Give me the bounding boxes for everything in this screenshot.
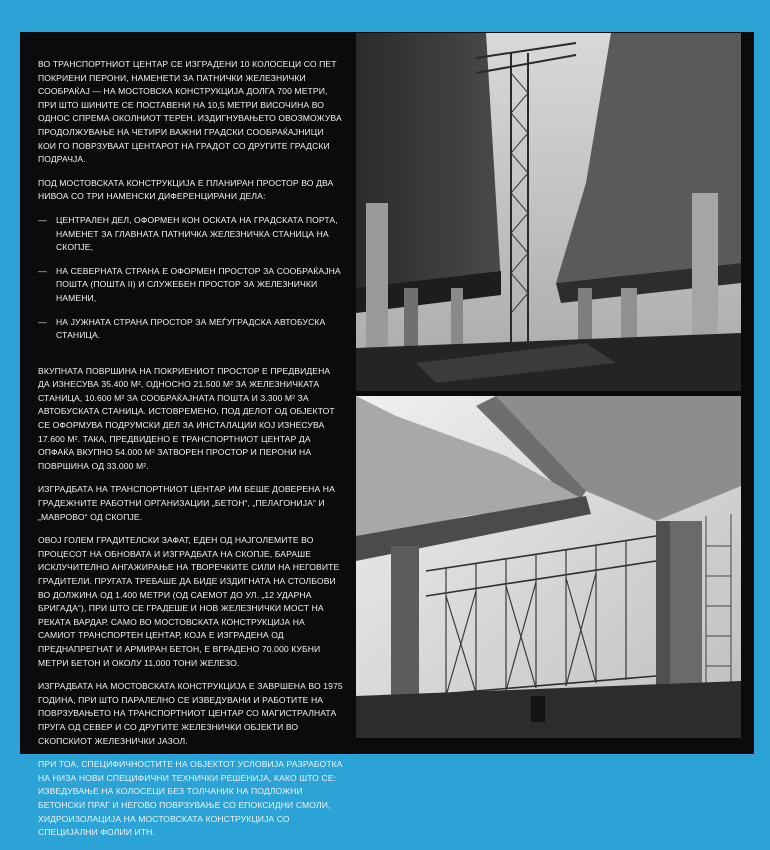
crane-viaduct-image <box>356 33 741 391</box>
paragraph-undertaking: ОВОЈ ГОЛЕМ ГРАДИТЕЛСКИ ЗАФАТ, ЕДЕН ОД НАЈГОЛЕМИТЕ ВО ПРОЦЕСОТ НА ОБНОВАТА И ИЗГРАДБАТА НА СКОПЈЕ, БАРАШЕ ИСКЛУЧИТЕЛНО АНГАЖИРАЊЕ НА ТВОРЕЧКИТЕ СИЛИ НА НЕГОВИТЕ ГРАДИТЕЛИ. ПРУГАТА ТРЕБАШЕ ДА БИДЕ ИЗДИГНАТА НА СТОЛБОВИ ВО ДОЛЖИНА ОД 1.400 МЕТРИ (ОД САЕМОТ ДО УЛ. „12 УДАРНА БРИГАДА“), ПРИ ШТО СЕ ГРАДЕШЕ И НОВ ЖЕЛЕЗНИЧКИ МОСТ НА РЕКАТА ВАРДАР. САМО ВО МОСТОВСКАТА КОНСТРУКЦИЈА НА САМИОТ ТРАНСПОРТЕН ЦЕНТАР, КОЈА Е ИЗГРАДЕНА ОД ПРЕДНАПРЕГНАТ И АРМИРАН БЕТОН, Е ВГРАДЕНО 70.000 КУБНИ МЕТРИ БЕТОН И ОКОЛУ 11.000 ТОНИ ЖЕЛЕЗО. <box>38 535 340 668</box>
photo-scaffolding-viaduct <box>356 396 741 738</box>
paragraph-intro-1: ВО ТРАНСПОРТНИОТ ЦЕНТАР СЕ ИЗГРАДЕНИ 10 КОЛОСЕЦИ СО ПЕТ ПОКРИЕНИ ПЕРОНИ, НАМЕНЕТИ ЗА ПАТНИЧКИ ЖЕЛЕЗНИЧКИ СООБРАЌАЈ — НА МОСТОВСКА КОНСТРУКЦИЈА ДОЛГА 700 МЕТРИ, ПРИ ШТО ШИНИТЕ СЕ ПОСТАВЕНИ НА 10,5 МЕТРИ ВИСОЧИНА ВО ОДНОС СПРЕМА ОКОЛНИОТ ТЕРЕН. ИЗДИГНУВАЊЕТО ОВОЗМОЖУВА ПРОДОЛЖУВАЊЕ НА ЧЕТИРИ ВАЖНИ ГРАДСКИ СООБРАЌАЈНИЦИ КОИ ГО ПОВРЗУВААТ ЦЕНТАРОТ НА ГРАДОТ СО ДРУГИТЕ ГРАДСКИ ПОДРАЧЈА. <box>38 59 342 165</box>
bullet-list <box>38 214 344 343</box>
paragraph-area: ВКУПНАТА ПОВРШИНА НА ПОКРИЕНИОТ ПРОСТОР Е ПРЕДВИДЕНА ДА ИЗНЕСУВА 35.400 М², ОДНОСНО 21.500 М² ЗА ЖЕЛЕЗНИЧКАТА СТАНИЦА, 10.600 М² ЗА СООБРАЌАЈНАТА ПОШТА И 3.300 М² ЗА АВТОБУСКАТА СТАНИЦА. ИСТОВРЕМЕНО, ПОД ДЕЛОТ ОД ОБЈЕКТОТ СЕ ОФОРМУВА ПОДРУМСКИ ДЕЛ ЗА ИНСТАЛАЦИИ КОЈ ИЗНЕСУВА 17.600 М². ТАКА, ПРЕДВИДЕНО Е ТРАНСПОРТНИОТ ЦЕНТАР ДА ОПФАЌА ВКУПНО 54.000 М² ЗАТВОРЕН ПРОСТОР И ПЕРОНИ НА ПОВРШИНА ОД 33.000 М². <box>38 365 335 471</box>
photo-crane-viaduct <box>356 33 741 391</box>
paragraph-technical: ПРИ ТОА, СПЕЦИФИЧНОСТИТЕ НА ОБЈЕКТОТ УСЛОВИЈА РАЗРАБОТКА НА НИЗА НОВИ СПЕЦИФИЧНИ ТЕХНИЧКИ РЕШЕНИЈА, КАКО ШТО СЕ: ИЗВЕДУВАЊЕ НА КОЛОСЕЦИ БЕЗ ТOЛЧАНИК НА ПОДЛОЖНИ БЕТОНСКИ ПРАГ И НЕГОВО ПОВРЗУВАЊЕ СО ЕПОКСИДНИ СМОЛИ, ХИДРОИЗОЛАЦИЈА НА МОСТОВСКАТА КОНСТРУКЦИЈА СО СПЕЦИЈАЛНИ ФОЛИИ ИТН. <box>38 759 343 838</box>
paragraph-intro-2: ПОД МОСТОВСКАТА КОНСТРУКЦИЈА Е ПЛАНИРАН ПРОСТОР ВО ДВА НИВОА СО ТРИ НАМЕНСКИ ДИФЕРЕНЦИРАНИ ДЕЛА: <box>38 177 334 202</box>
bullet-item: — НА ЈУЖНАТА СТРАНА ПРОСТОР ЗА МЕЃУГРАДСКА АВТОБУСКА СТАНИЦА. <box>38 316 344 343</box>
bullet-item: — ЦЕНТРАЛЕН ДЕЛ, ОФОРМЕН КОН ОСКАТА НА ГРАДСКАТА ПОРТА, НАМЕНЕТ ЗА ГЛАВНАТА ПАТНИЧКА ЖЕЛЕЗНИЧКА СТАНИЦА НА СКОПЈЕ, <box>38 214 344 255</box>
article-column <box>38 58 344 850</box>
paragraph-completion: ИЗГРАДБАТА НА МОСТОВСКАТА КОНСТРУКЦИЈА Е ЗАВРШЕНА ВО 1975 ГОДИНА, ПРИ ШТО ПАРАЛЕЛНО СЕ ИЗВЕДУВАНИ И РАБОТИТЕ НА ПОВРЗУВАЊЕТО НА ТРАНСПОРТНИОТ ЦЕНТАР СО МАГИСТРАЛНАТА ПРУГА ОД СЕВЕР И СО ДРУГИТЕ ЖЕЛЕЗНИЧКИ ОБЈЕКТИ ВО СКОПСКИОТ ЖЕЛЕЗНИЧКИ ЈАЗОЛ. <box>38 681 343 746</box>
bullet-item: — НА СЕВЕРНАТА СТРАНА Е ОФОРМЕН ПРОСТОР ЗА СООБРАЌАЈНА ПОШТА (ПОШТА II) И СЛУЖЕБЕН ПРОСТОР ЗА ЖЕЛЕЗНИЧКИ НАМЕНИ, <box>38 265 344 306</box>
paragraph-builders: ИЗГРАДБАТА НА ТРАНСПОРТНИОТ ЦЕНТАР ИМ БЕШЕ ДОВЕРЕНА НА ГРАДЕЖНИТЕ РАБОТНИ ОРГАНИЗАЦИИ „БЕТОН“, „ПЕЛАГОНИЈА“ И „МАВРОВО“ ОД СКОПЈЕ. <box>38 484 335 522</box>
scaffolding-image <box>356 396 741 738</box>
